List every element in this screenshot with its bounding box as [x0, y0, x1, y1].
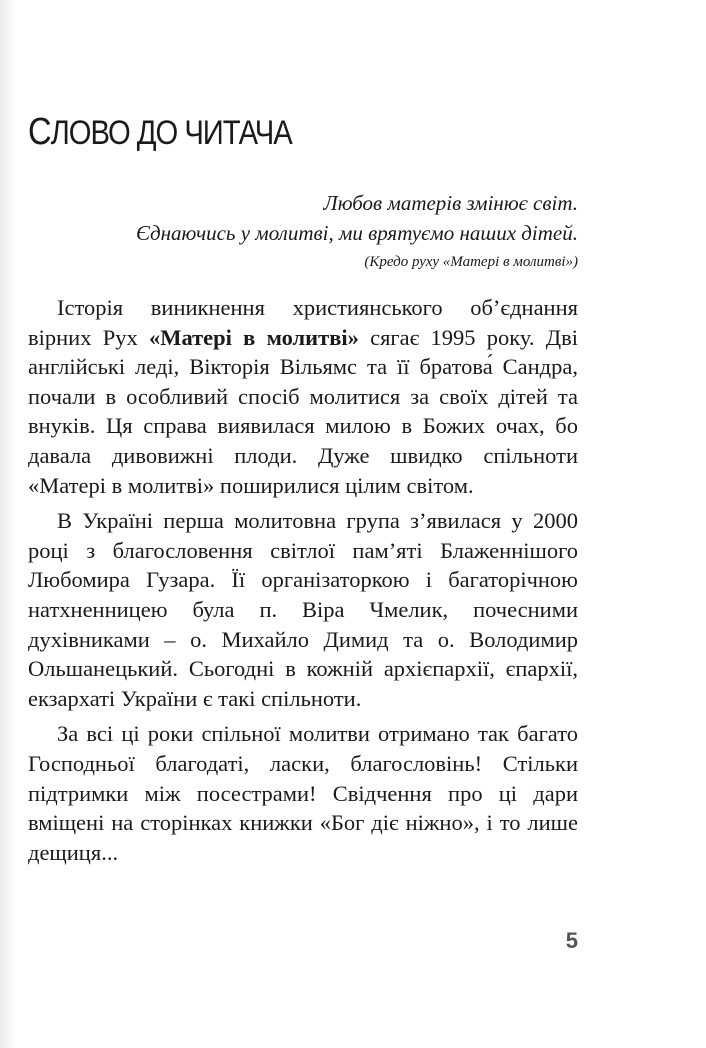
movement-name: «Матері в молитві»	[148, 324, 359, 350]
epigraph-line-1: Любов матерів змінює світ.	[323, 191, 578, 215]
paragraph-1-start: Історія виникнення християнського об’єднання вірних Рух	[28, 295, 578, 350]
epigraph-line-2: Єднаючись у молитві, ми врятуємо наших дітей.	[135, 221, 578, 245]
page-number: 5	[565, 928, 578, 953]
page-gutter-shadow	[0, 0, 16, 1048]
paragraph-3: За всі ці роки спільної молитви отримано так багато Господньої благодаті, ласки, благословінь! Стільки підтримки між посестрами! Свідчення про ці дари вміщені на сторінках книжки «Бог діє ніжно», і то лише дещиця...	[28, 721, 578, 865]
paragraph-2: В Україні перша молитовна група з’явилася у 2000 році з благословення світлої пам’яті Блаженнішого Любомира Гузара. Її організаторкою і багаторічною натхненницею була п. Віра Чмелик, почесними духівниками – о. Михайло Димид та о. Володимир Ольшанецький. Сьогодні в кожній архієпархії, єпархії, екзархаті України є такі спільноти.	[28, 508, 578, 711]
epigraph-source: (Кредо руху «Матері в молитві»)	[364, 254, 578, 270]
paragraph-1-rest: сягає 1995 року. Дві англійські леді, Вікторія Вільямс та її братова́ Сандра, почали в особливий спосіб молитися за своїх дітей та внуків. Ця справа виявилася милою в Божих очах, бо давала дивовижні плоди. Дуже швидко спільноти «Матері в молитві» поширилися цілим світом.	[28, 324, 578, 498]
body-text	[28, 293, 578, 867]
epigraph	[136, 188, 578, 274]
paragraph-1	[28, 293, 578, 500]
page-title: СЛОВО ДО ЧИТАЧА	[28, 111, 292, 153]
